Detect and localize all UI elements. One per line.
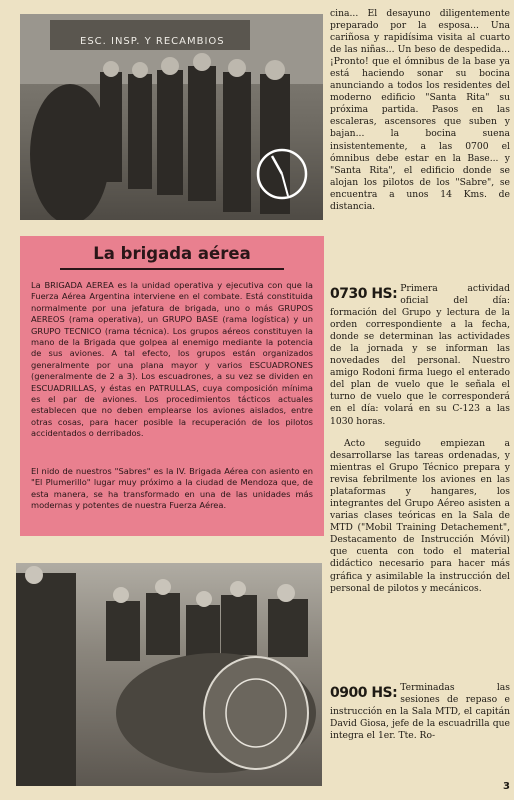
paragraph-0730: Primera actividad oficial del día: formación del Grupo y lectura de la orden correspondiente a la fecha, donde se determinan las actividades de la jornada y se informan las novedades del personal. Nuestro amigo Rodoni firma luego el enterado del plan de vuelo que le señala el turno de vuelo que le corresponderá en el día: volará en su C-123 a las 1030 horas. bbox=[330, 283, 510, 427]
title-underline bbox=[60, 268, 284, 270]
photo-mechanics-engine bbox=[16, 563, 322, 786]
info-box-brigada bbox=[20, 236, 324, 536]
right-column-0730 bbox=[330, 283, 510, 428]
jet-engine-photo bbox=[16, 563, 322, 786]
right-column-0900 bbox=[330, 682, 510, 742]
hour-0900: 0900 HS: bbox=[330, 685, 398, 701]
box-paragraph-1: La BRIGADA AEREA es la unidad operativa y ejecutiva con que la Fuerza Aérea Argentina interviene en el combate. Está constituida normalmente por una jefatura de brigada, uno o más GRUPOS AEREOS (rama operativa), un GRUPO BASE (rama logística) y un GRUPO TECNICO (rama técnica). Los grupos aéreos constituyen la mano de la Brigada que golpea al enemigo mediante la potencia de sus aviones. A tal efecto, los grupos están organizados generalmente por una plana mayor y varios ESCUADRONES (generalmente de 2 a 3). Los escuadrones, a su vez se dividen en ESCUADRILLAS, y éstas en PATRULLAS, cuya composición mínima es el par de aviones. Los procedimientos tácticos actuales establecen que no deben emplearse los aviones aislados, entre otras cosas, para hacer posible la recuperación de los pilotos accidentados o derribados. bbox=[31, 280, 313, 439]
box-paragraph-2: El nido de nuestros "Sabres" es la IV. Brigada Aérea con asiento en "El Plumerillo" lugar muy próximo a la ciudad de Mendoza que, de esta manera, se ha transformado en una de las unidades más modernas y potentes de nuestra Fuerza Aérea. bbox=[31, 466, 313, 511]
hour-0730: 0730 HS: bbox=[330, 286, 398, 302]
right-column-text-2 bbox=[330, 438, 510, 595]
page-number: 3 bbox=[503, 781, 510, 792]
paragraph-0900: Terminadas las sesiones de repaso e instrucción en la Sala MTD, el capitán David Giosa, jefe de la escuadrilla que integra el 1er. Tte. Ro- bbox=[330, 682, 510, 742]
right-column-text-1 bbox=[330, 8, 510, 213]
paragraph-mtd: Acto seguido empiezan a desarrollarse las tareas ordenadas, y mientras el Grupo Técnico prepara y revisa febrilmente los aviones en las plataformas y hangares, los integrantes del Grupo Aéreo asisten a varias clases teóricas en la Sala de MTD ("Mobil Training Detachement", Destacamento de Instrucción Móvil) que cuenta con todo el material didáctico necesario para hacer más gráfica y asimilable la instrucción del personal de pilotos y mecánicos. bbox=[330, 438, 510, 594]
photo-sign-text: ESC. INSP. Y RECAMBIOS bbox=[80, 36, 225, 47]
paragraph-morning: cina... El desayuno diligentemente preparado por la esposa... Una cariñosa y rapidísima visita al cuarto de las niñas... Un beso de despedida... ¡Pronto! que el ómnibus de la base ya está haciendo sonar su bocina anunciando a todos los residentes del moderno edificio "Santa Rita" su próxima partida. Pasos en las escaleras, ascensores que suben y bajan... la bocina suena insistentemente, a las 0700 el ómnibus debe estar en la Base... y "Santa Rita", el edificio donde se alojan los pilotos de los "Sabre", se encuentra a unos 14 Kms. de distancia. bbox=[330, 8, 510, 212]
box-title: La brigada aérea bbox=[93, 244, 251, 263]
photo-pilots-formation bbox=[20, 14, 323, 220]
